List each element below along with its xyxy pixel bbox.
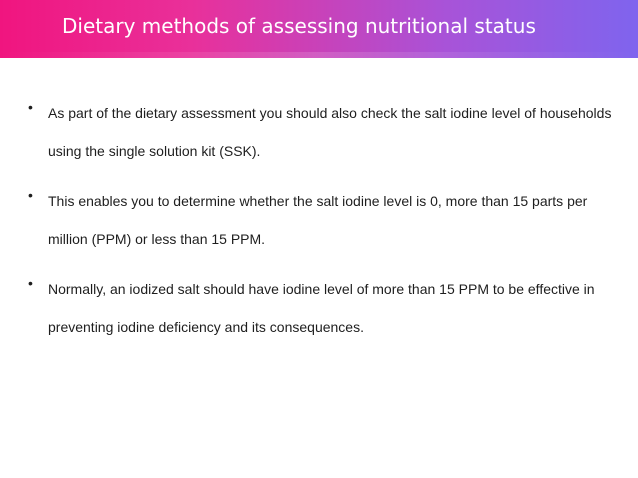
bullet-icon: •: [28, 187, 33, 203]
slide-title: Dietary methods of assessing nutritional status: [62, 14, 536, 38]
bullet-list: [28, 94, 618, 358]
bullet-icon: •: [28, 99, 33, 115]
bullet-text: This enables you to determine whether the salt iodine level is 0, more than 15 parts per million (PPM) or less than 15 PPM.: [48, 193, 588, 247]
bullet-icon: •: [28, 275, 33, 291]
bullet-item: [28, 270, 618, 346]
bullet-item: [28, 182, 618, 258]
bullet-text: Normally, an iodized salt should have iodine level of more than 15 PPM to be effective in preventing iodine deficiency and its consequences.: [48, 281, 595, 335]
bullet-item: [28, 94, 618, 170]
bullet-text: As part of the dietary assessment you should also check the salt iodine level of households using the single solution kit (SSK).: [48, 105, 612, 159]
title-bar: [0, 0, 638, 58]
